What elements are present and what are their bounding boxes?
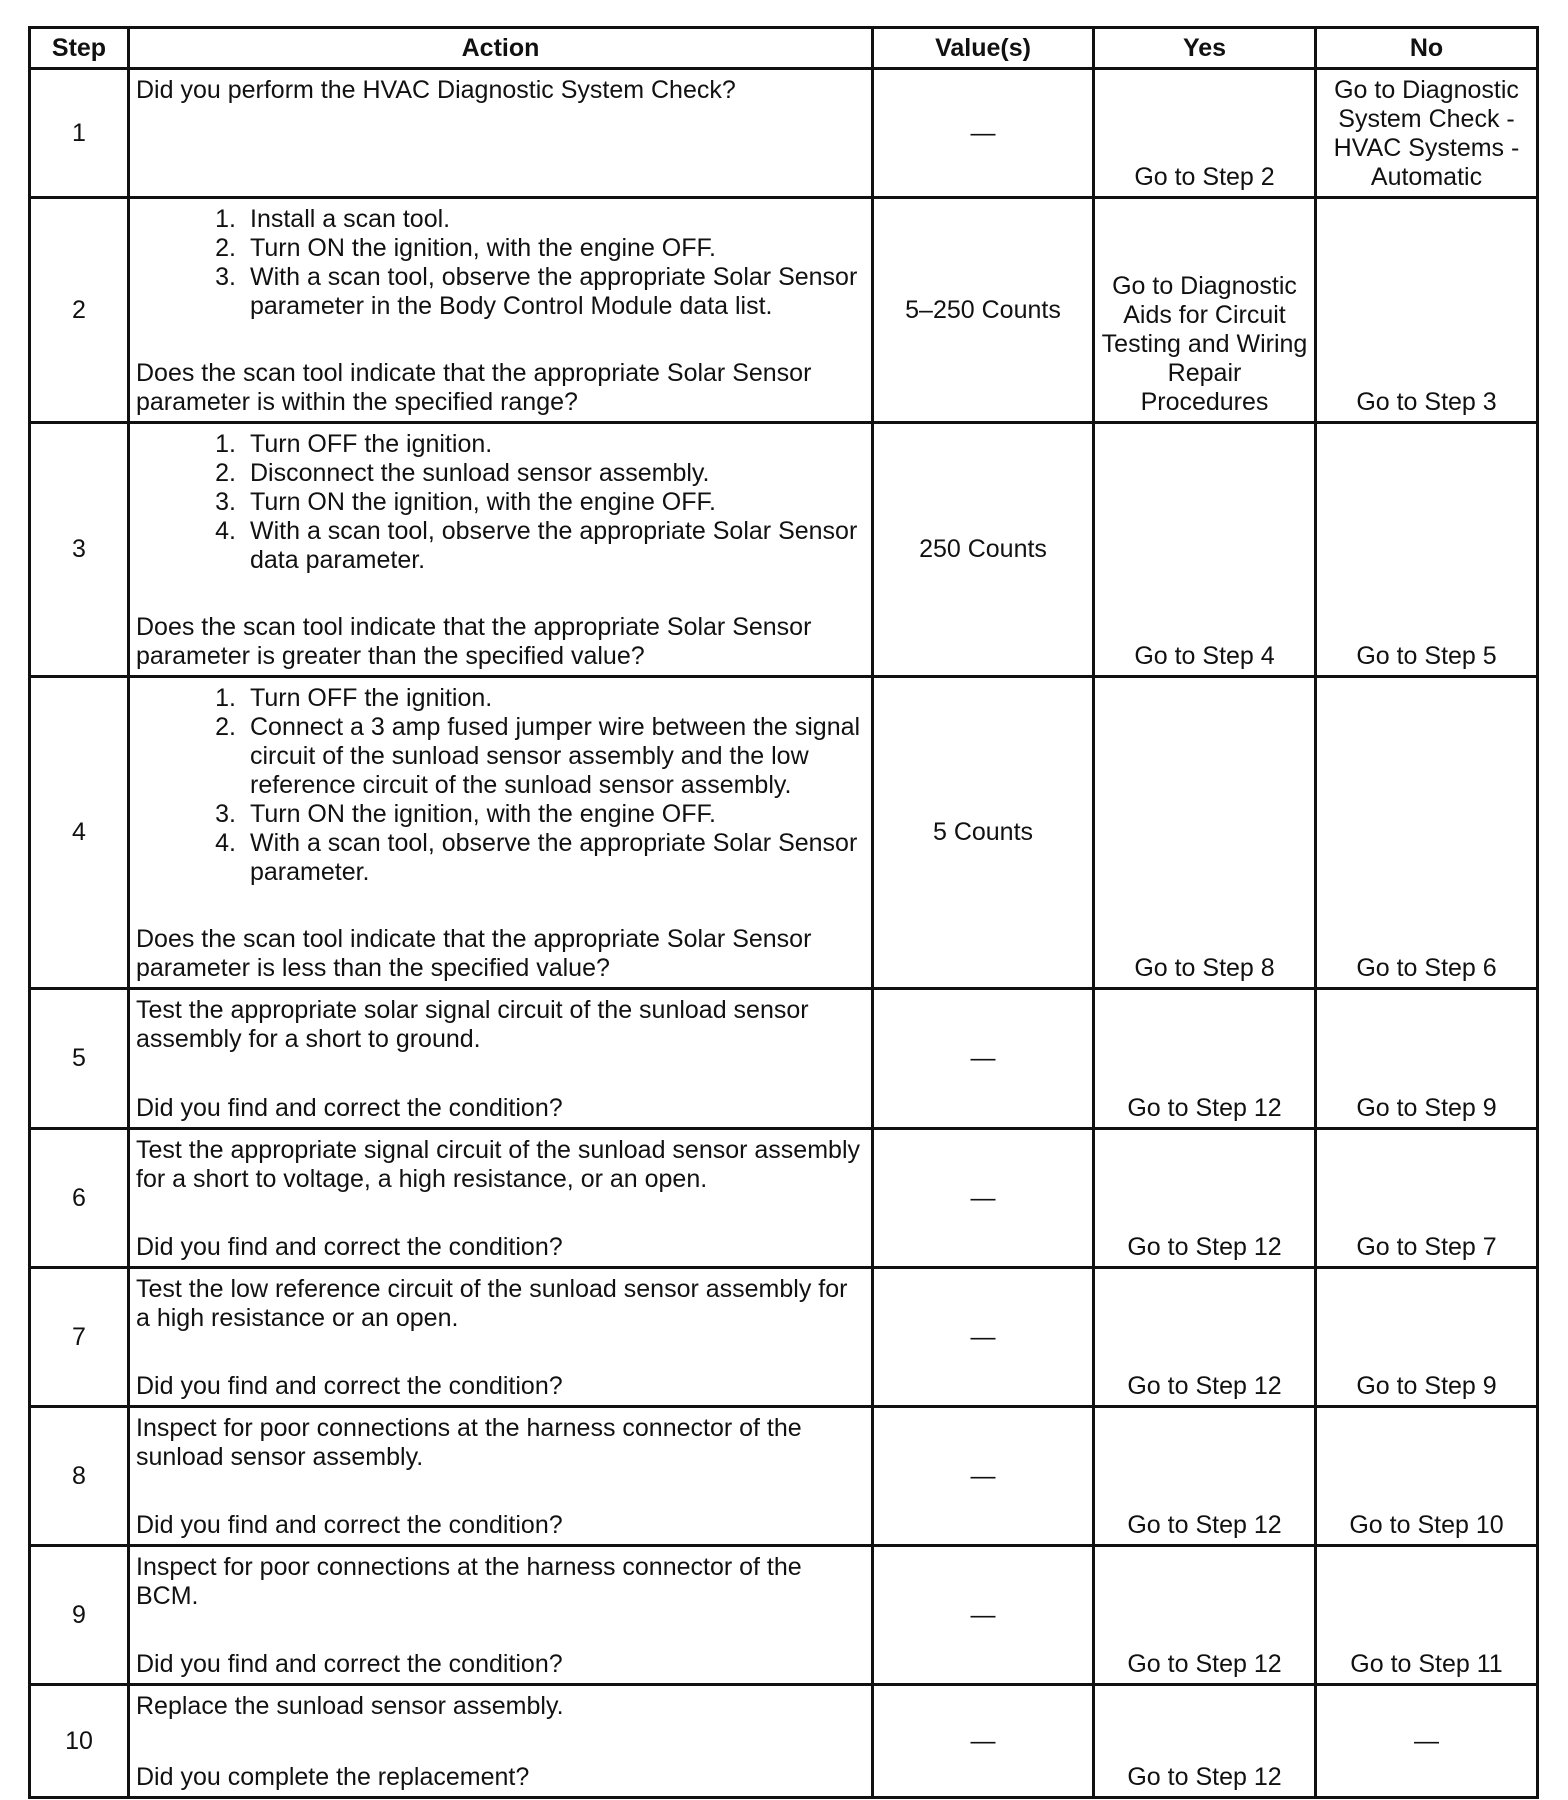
value-cell: 250 Counts bbox=[873, 423, 1094, 677]
table-row-step-2 bbox=[30, 198, 1538, 423]
action-question: Did you find and correct the condition? bbox=[136, 1511, 563, 1539]
action-cell bbox=[129, 69, 873, 198]
step-number: 2 bbox=[30, 198, 129, 423]
action-cell bbox=[129, 1129, 873, 1268]
header-yes: Yes bbox=[1094, 28, 1316, 69]
instruction-item: 4. With a scan tool, observe the appropriate Solar Sensor data parameter. bbox=[215, 517, 858, 574]
action-question: Does the scan tool indicate that the appropriate Solar Sensor parameter is within the specified range? bbox=[136, 359, 812, 416]
action-question: Does the scan tool indicate that the appropriate Solar Sensor parameter is greater than the specified value? bbox=[136, 613, 812, 670]
instruction-list bbox=[136, 684, 867, 887]
action-question: Does the scan tool indicate that the appropriate Solar Sensor parameter is less than the specified value? bbox=[136, 925, 812, 982]
yes-cell: Go to Step 12 bbox=[1094, 1129, 1316, 1268]
action-cell bbox=[129, 423, 873, 677]
no-cell: Go to Step 6 bbox=[1316, 677, 1538, 989]
yes-cell: Go to Step 12 bbox=[1094, 1407, 1316, 1546]
table-row-step-4 bbox=[30, 677, 1538, 989]
yes-cell: Go to Step 12 bbox=[1094, 1546, 1316, 1685]
value-cell: — bbox=[873, 1268, 1094, 1407]
no-cell: Go to Step 7 bbox=[1316, 1129, 1538, 1268]
table-row-step-7 bbox=[30, 1268, 1538, 1407]
step-number: 9 bbox=[30, 1546, 129, 1685]
action-cell bbox=[129, 1407, 873, 1546]
no-cell: — bbox=[1316, 1685, 1538, 1798]
step-number: 5 bbox=[30, 989, 129, 1129]
action-text: Test the appropriate signal circuit of the sunload sensor assembly for a short to voltage, a high resistance, or an open. bbox=[136, 1136, 860, 1193]
no-cell: Go to Step 10 bbox=[1316, 1407, 1538, 1546]
diagnostic-table-container bbox=[28, 26, 1536, 1799]
value-cell: — bbox=[873, 1407, 1094, 1546]
yes-cell: Go to Step 12 bbox=[1094, 1685, 1316, 1798]
yes-cell: Go to Diagnostic Aids for Circuit Testing and Wiring Repair Procedures bbox=[1094, 198, 1316, 423]
yes-cell: Go to Step 4 bbox=[1094, 423, 1316, 677]
action-question: Did you complete the replacement? bbox=[136, 1763, 530, 1791]
instruction-item: 3. With a scan tool, observe the appropriate Solar Sensor parameter in the Body Control Module data list. bbox=[215, 263, 858, 320]
yes-cell: Go to Step 8 bbox=[1094, 677, 1316, 989]
action-cell bbox=[129, 1685, 873, 1798]
yes-cell: Go to Step 2 bbox=[1094, 69, 1316, 198]
action-text: Inspect for poor connections at the harness connector of the BCM. bbox=[136, 1553, 802, 1610]
table-row-step-1 bbox=[30, 69, 1538, 198]
no-cell: Go to Step 3 bbox=[1316, 198, 1538, 423]
instruction-item: 1. Turn OFF the ignition. bbox=[215, 684, 493, 712]
value-cell: — bbox=[873, 1685, 1094, 1798]
action-cell bbox=[129, 677, 873, 989]
instruction-item: 2. Connect a 3 amp fused jumper wire between the signal circuit of the sunload sensor assembly and the low reference circuit of the sunload sensor assembly. bbox=[215, 713, 861, 799]
table-row-step-9 bbox=[30, 1546, 1538, 1685]
step-number: 6 bbox=[30, 1129, 129, 1268]
no-cell: Go to Step 9 bbox=[1316, 1268, 1538, 1407]
header-action: Action bbox=[129, 28, 873, 69]
value-cell: 5–250 Counts bbox=[873, 198, 1094, 423]
value-cell: — bbox=[873, 1546, 1094, 1685]
no-cell: Go to Diagnostic System Check - HVAC Systems - Automatic bbox=[1316, 69, 1538, 198]
no-cell: Go to Step 5 bbox=[1316, 423, 1538, 677]
step-number: 3 bbox=[30, 423, 129, 677]
action-cell bbox=[129, 1546, 873, 1685]
instruction-item: 2. Turn ON the ignition, with the engine OFF. bbox=[215, 234, 716, 262]
table-row-step-8 bbox=[30, 1407, 1538, 1546]
step-number: 4 bbox=[30, 677, 129, 989]
value-cell: — bbox=[873, 1129, 1094, 1268]
action-question: Did you find and correct the condition? bbox=[136, 1650, 563, 1678]
yes-cell: Go to Step 12 bbox=[1094, 1268, 1316, 1407]
step-number: 1 bbox=[30, 69, 129, 198]
action-question: Did you find and correct the condition? bbox=[136, 1233, 563, 1261]
action-text: Test the appropriate solar signal circuit of the sunload sensor assembly for a short to ground. bbox=[136, 996, 809, 1053]
instruction-item: 1. Turn OFF the ignition. bbox=[215, 430, 493, 458]
instruction-list bbox=[136, 205, 867, 321]
instruction-item: 1. Install a scan tool. bbox=[215, 205, 451, 233]
action-question: Did you find and correct the condition? bbox=[136, 1094, 563, 1122]
action-cell bbox=[129, 989, 873, 1129]
action-text: Did you perform the HVAC Diagnostic System Check? bbox=[136, 76, 736, 104]
no-cell: Go to Step 11 bbox=[1316, 1546, 1538, 1685]
header-values: Value(s) bbox=[873, 28, 1094, 69]
value-cell: — bbox=[873, 989, 1094, 1129]
instruction-item: 2. Disconnect the sunload sensor assembly. bbox=[215, 459, 710, 487]
table-row-step-10 bbox=[30, 1685, 1538, 1798]
table-row-step-5 bbox=[30, 989, 1538, 1129]
step-number: 10 bbox=[30, 1685, 129, 1798]
header-step: Step bbox=[30, 28, 129, 69]
table-row-step-6 bbox=[30, 1129, 1538, 1268]
yes-cell: Go to Step 12 bbox=[1094, 989, 1316, 1129]
table-row-step-3 bbox=[30, 423, 1538, 677]
action-text: Replace the sunload sensor assembly. bbox=[136, 1692, 564, 1720]
action-cell bbox=[129, 1268, 873, 1407]
value-cell: 5 Counts bbox=[873, 677, 1094, 989]
action-question: Did you find and correct the condition? bbox=[136, 1372, 563, 1400]
instruction-item: 3. Turn ON the ignition, with the engine OFF. bbox=[215, 800, 716, 828]
instruction-item: 4. With a scan tool, observe the appropriate Solar Sensor parameter. bbox=[215, 829, 858, 886]
step-number: 7 bbox=[30, 1268, 129, 1407]
header-no: No bbox=[1316, 28, 1538, 69]
diagnostic-table bbox=[28, 26, 1539, 1799]
action-cell bbox=[129, 198, 873, 423]
instruction-list bbox=[136, 430, 867, 575]
action-text: Test the low reference circuit of the sunload sensor assembly for a high resistance or an open. bbox=[136, 1275, 848, 1332]
value-cell: — bbox=[873, 69, 1094, 198]
action-text: Inspect for poor connections at the harness connector of the sunload sensor assembly. bbox=[136, 1414, 802, 1471]
no-cell: Go to Step 9 bbox=[1316, 989, 1538, 1129]
header-row bbox=[30, 28, 1538, 69]
instruction-item: 3. Turn ON the ignition, with the engine OFF. bbox=[215, 488, 716, 516]
step-number: 8 bbox=[30, 1407, 129, 1546]
